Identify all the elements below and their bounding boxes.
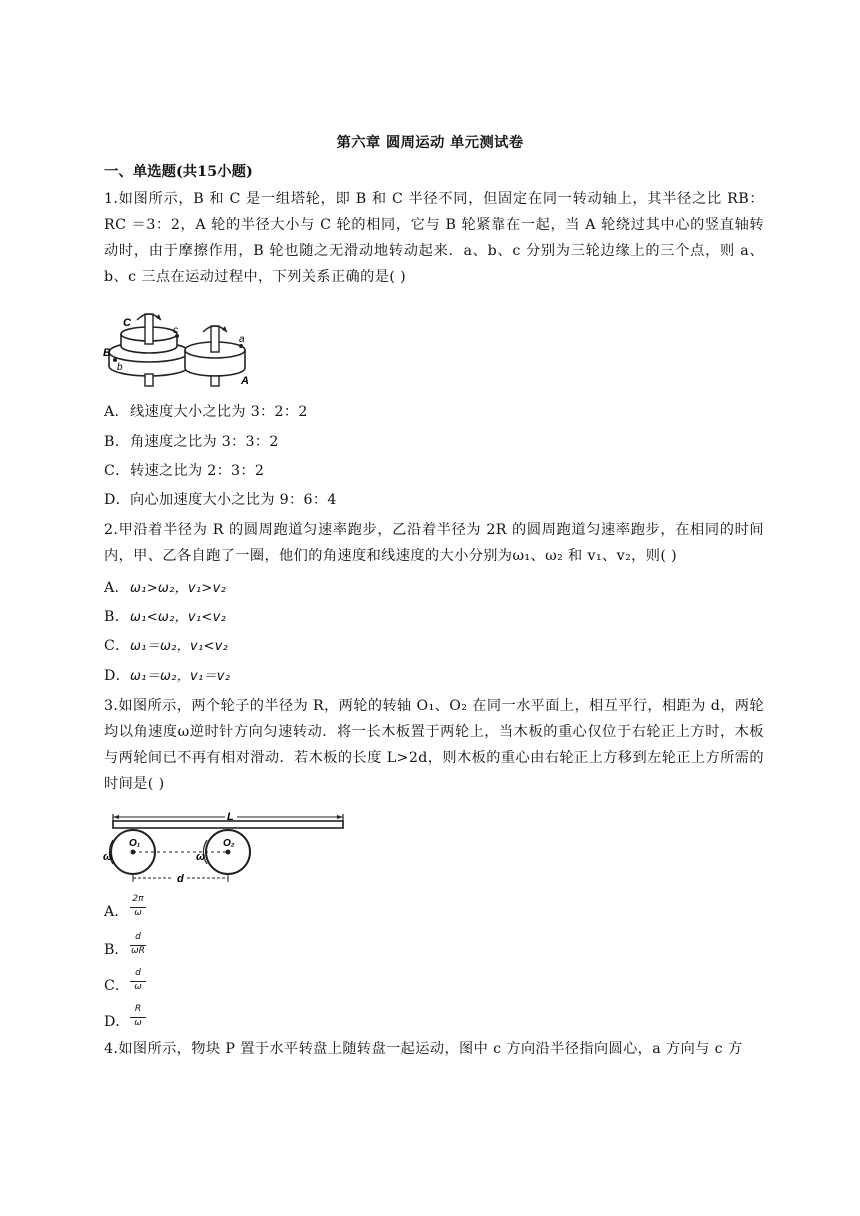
option-label: C． [104, 463, 130, 479]
option-label: A． [104, 404, 130, 420]
option-label: D． [104, 492, 131, 508]
option-text: ω₁>ω₂，v₁>v₂ [130, 581, 227, 596]
option-text: 转速之比为 2：3：2 [130, 463, 265, 479]
label-omega-right: ω [196, 851, 206, 863]
question-1-figure [103, 306, 253, 390]
question-4-text: 4.如图所示，物块 P 置于水平转盘上随转盘一起运动，图中 c 方向沿半径指向圆心，a 方向与 c 方 [104, 1041, 743, 1057]
option-label: B． [104, 609, 130, 625]
q1-option-c[interactable] [104, 461, 264, 481]
option-text: 线速度大小之比为 3：2：2 [130, 404, 308, 420]
q2-option-b[interactable] [104, 607, 226, 628]
label-O1: O₁ [129, 838, 141, 849]
section-heading: 一、单选题(共15小题) [104, 163, 253, 180]
option-text: ω₁＝ω₂，v₁＝v₂ [130, 669, 231, 684]
label-B: B [103, 347, 111, 359]
option-label: B． [104, 942, 129, 958]
label-A: A [241, 375, 249, 387]
q1-option-a[interactable] [104, 402, 308, 422]
q2-option-c[interactable] [104, 636, 228, 657]
label-b: b [117, 362, 123, 373]
question-3-text: 3.如图所示，两个轮子的半径为 R，两轮的转轴 O₁、O₂ 在同一水平面上，相互平行，相距为 d，两轮均以角速度ω逆时针方向匀速转动．将一长木板置于两轮上，当木板的重心仅位于右轮正上方时，木板与两轮间已不再有相对滑动．若木板的长度 L>2d，则木板的重心由右轮正上方移到左轮正上方所需的时间是( ) [104, 698, 764, 792]
fraction-denominator: ω [134, 1018, 142, 1028]
option-label: C． [104, 638, 130, 654]
label-O2: O₂ [223, 838, 235, 849]
label-omega-left: ω [103, 851, 113, 863]
fraction-numerator: R [134, 1004, 142, 1014]
q2-option-a[interactable] [104, 578, 226, 599]
label-c: c [173, 325, 178, 336]
question-1-text: 1.如图所示，B 和 C 是一组塔轮，即 B 和 C 半径不同，但固定在同一转动轴上，其半径之比 RB：RC ＝3：2，A 轮的半径大小与 C 轮的相同，它与 B 轮紧靠在一起，当 A 轮绕过其中心的竖直轴转动时，由于摩擦作用，B 轮也随之无滑动地转动起来．a、b、c 分别为三轮边缘上的三个点，则 a、b、c 三点在运动过程中，下列关系正确的是( ) [104, 191, 764, 285]
label-L: L [227, 811, 234, 823]
option-text: 角速度之比为 3：3：2 [130, 434, 279, 450]
label-d: d [177, 873, 184, 885]
label-C: C [123, 317, 131, 329]
question-3-figure [103, 810, 349, 886]
option-label: A． [104, 580, 130, 596]
option-label: B． [104, 434, 130, 450]
fraction-numerator: d [135, 932, 141, 942]
question-2-text: 2.甲沿着半径为 R 的圆周跑道匀速率跑步，乙沿着半径为 2R 的圆周跑道匀速率跑步，在相同的时间内，甲、乙各自跑了一圈，他们的角速度和线速度的大小分别为ω₁、ω₂ 和 v₁、v₂，则( ) [104, 522, 764, 564]
option-text: ω₁＝ω₂，v₁<v₂ [130, 639, 229, 654]
fraction-numerator: 2π [132, 894, 144, 904]
label-a: a [239, 334, 245, 345]
option-label: A． [104, 904, 129, 920]
fraction-denominator: ω [134, 982, 142, 992]
option-label: D． [104, 1014, 130, 1030]
q1-option-d[interactable] [104, 490, 337, 510]
q1-option-b[interactable] [104, 432, 279, 452]
fraction-denominator: ω [134, 908, 142, 918]
fraction-denominator: ωR [131, 946, 145, 956]
page-title: 第六章 圆周运动 单元测试卷 [336, 134, 524, 151]
option-text: ω₁<ω₂，v₁<v₂ [130, 610, 227, 625]
fraction-numerator: d [135, 968, 141, 978]
option-label: D． [104, 668, 131, 684]
option-text: 向心加速度大小之比为 9：6：4 [130, 492, 337, 508]
q2-option-d[interactable] [104, 666, 230, 687]
option-label: C． [104, 978, 130, 994]
